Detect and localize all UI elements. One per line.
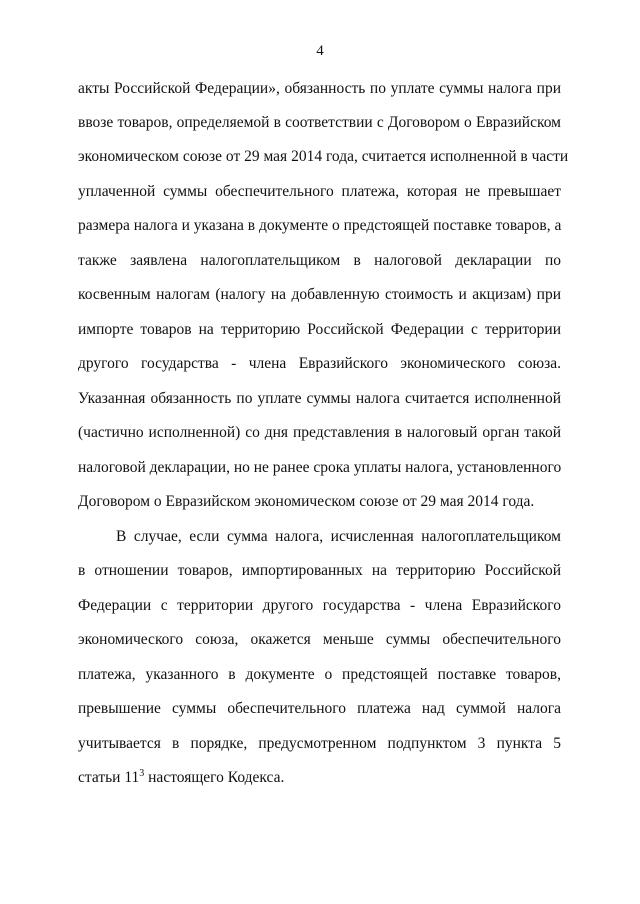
paragraph-line: (частично исполненной) со дня представления в налоговый орган такой <box>78 424 561 441</box>
paragraph-line: импорте товаров на территорию Российской Федерации с территории <box>78 321 561 338</box>
paragraph-line: акты Российской Федерации», обязанность по уплате суммы налога при <box>78 80 561 97</box>
paragraph-line: Указанная обязанность по уплате суммы налога считается исполненной <box>78 390 561 407</box>
page-number: 4 <box>316 43 324 59</box>
paragraph-line: экономического союза, окажется меньше суммы обеспечительного <box>78 631 561 648</box>
paragraph-line: также заявлена налогоплательщиком в налоговой декларации по <box>78 252 561 269</box>
paragraph-line: Договором о Евразийском экономическом союзе от 29 мая 2014 года. <box>78 493 535 510</box>
paragraph-line: размера налога и указана в документе о предстоящей поставке товаров, а <box>78 217 562 234</box>
paragraph-line: экономическом союзе от 29 мая 2014 года, считается исполненной в части <box>78 148 569 165</box>
paragraph-line: другого государства - члена Евразийского экономического союза. <box>78 355 561 372</box>
paragraph-last-line <box>78 768 561 788</box>
paragraph-line: превышение суммы обеспечительного платежа над суммой налога <box>78 700 561 717</box>
paragraph-line: ввозе товаров, определяемой в соответствии с Договором о Евразийском <box>78 114 561 131</box>
paragraph-end-text: настоящего Кодекса. <box>144 769 285 786</box>
paragraph-line: налоговой декларации, но не ранее срока уплаты налога, установленного <box>78 459 562 476</box>
paragraph-line: платежа, указанного в документе о предстоящей поставке товаров, <box>78 666 561 683</box>
paragraph-line: В случае, если сумма налога, исчисленная налогоплательщиком <box>116 528 561 545</box>
paragraph-line: Федерации с территории другого государства - члена Евразийского <box>78 597 561 614</box>
paragraph-line: в отношении товаров, импортированных на территорию Российской <box>78 562 561 579</box>
paragraph-line: учитывается в порядке, предусмотренном подпунктом 3 пункта 5 <box>78 735 561 752</box>
article-superscript: 3 <box>139 768 145 779</box>
paragraph-line: косвенным налогам (налогу на добавленную стоимость и акцизам) при <box>78 286 561 303</box>
article-reference-text: статьи 11 <box>78 769 140 786</box>
paragraph-line: уплаченной суммы обеспечительного платежа, которая не превышает <box>78 183 561 200</box>
